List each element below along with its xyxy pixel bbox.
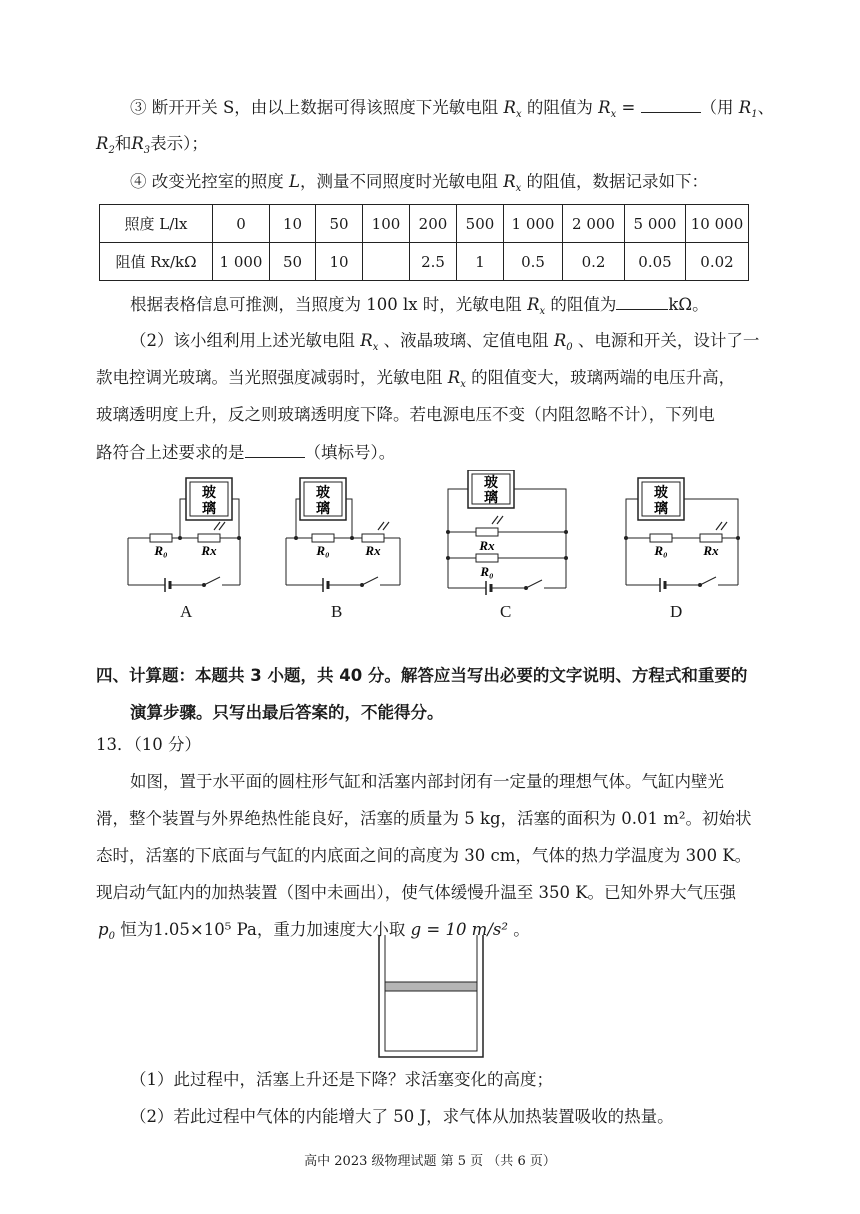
svg-text:璃: 璃: [202, 502, 216, 517]
svg-text:Rx: Rx: [479, 538, 495, 553]
part2-line2: 款电控调光玻璃。当光照强度减弱时，光敏电阻 $R_x$ 的阻值变大，玻璃两端的电压升高，: [96, 368, 736, 390]
page-footer: 高中 2023 级物理试题 第 5 页 （共 6 页）: [304, 1154, 556, 1169]
step3-line2: $R_2$和$R_3$表示）；: [96, 134, 208, 156]
circuit-diagrams: [0, 470, 860, 630]
table-cell: 1 000: [213, 243, 270, 281]
table-cell: 500: [457, 205, 504, 243]
q13-subquestion-2: （2）若此过程中气体的内能增大了 50 J，求气体从加热装置吸收的热量。: [130, 1107, 674, 1126]
answer-blank-rx: [641, 96, 701, 113]
svg-text:玻: 玻: [654, 486, 668, 501]
step3-line1: ③ 断开开关 S，由以上数据可得该照度下光敏电阻 $R_x$ 的阻值为 $R_x$ = （用 $R_1$、: [130, 98, 775, 120]
svg-text:璃: 璃: [654, 502, 668, 517]
section-heading-line2: 演算步骤。只写出最后答案的，不能得分。: [130, 703, 444, 722]
table-cell: 0: [213, 205, 270, 243]
option-label-b: B: [331, 602, 343, 621]
q13-paragraph-line3: 态时，活塞的下底面与气缸的内底面之间的高度为 30 cm，气体的热力学温度为 300 K。: [96, 846, 752, 865]
table-cell: 10: [316, 243, 363, 281]
table-cell: 50: [270, 243, 316, 281]
svg-text:璃: 璃: [484, 491, 498, 506]
q13-subquestion-1: （1）此过程中，活塞上升还是下降？求活塞变化的高度；: [130, 1070, 553, 1089]
table-row-illuminance: [100, 205, 749, 243]
q13-paragraph-line5: $p_0$ 恒为1.05×10⁵ Pa，重力加速度大小取 g = 10 m/s² 。: [98, 920, 530, 942]
glass-label: 玻: [202, 486, 216, 501]
table-cell: 1: [457, 243, 504, 281]
table-cell: 10: [270, 205, 316, 243]
table-cell: 10 000: [686, 205, 749, 243]
table-cell: 0.2: [563, 243, 625, 281]
svg-text:璃: 璃: [316, 502, 330, 517]
table-cell: 100: [363, 205, 410, 243]
svg-text:R₀: R₀: [154, 543, 168, 558]
illuminance-resistance-table: [99, 204, 749, 281]
table-cell: 0.02: [686, 243, 749, 281]
table-row-resistance: [100, 243, 749, 281]
option-label-c: C: [500, 602, 512, 621]
svg-text:Rx: Rx: [365, 543, 381, 558]
q13-paragraph-line1: 如图，置于水平面的圆柱形气缸和活塞内部封闭有一定量的理想气体。气缸内壁光: [130, 772, 724, 791]
svg-text:R₀: R₀: [480, 564, 494, 579]
svg-text:R₀: R₀: [316, 543, 330, 558]
svg-text:Rx: Rx: [201, 543, 217, 558]
section-heading: 四、计算题：本题共 3 小题，共 40 分。解答应当写出必要的文字说明、方程式和重要的: [96, 666, 748, 685]
table-cell: 200: [410, 205, 457, 243]
circuit-d: [624, 478, 740, 592]
part2-line1: （2）该小组利用上述光敏电阻 $R_x$ 、液晶玻璃、定值电阻 $R_0$ 、电源和开关，设计了一: [130, 331, 760, 353]
part2-line4: 路符合上述要求的是 （填标号）。: [96, 443, 396, 462]
step4-line: ④ 改变光控室的照度 L，测量不同照度时光敏电阻 $R_x$ 的阻值，数据记录如下：: [130, 172, 709, 194]
table-cell: 2.5: [410, 243, 457, 281]
part2-line3: 玻璃透明度上升，反之则玻璃透明度下降。若电源电压不变（内阻忽略不计），下列电: [96, 405, 715, 424]
question-number: 13．（10 分）: [96, 735, 201, 754]
table-cell: 0.5: [504, 243, 563, 281]
cylinder-figure: [370, 932, 490, 1062]
table-header-illuminance: 照度 L/lx: [100, 205, 213, 243]
piston: [385, 982, 477, 991]
svg-text:玻: 玻: [316, 486, 330, 501]
circuit-c: [446, 470, 568, 595]
table-cell: 5 000: [625, 205, 686, 243]
answer-blank-resistance: [616, 293, 668, 310]
svg-text:玻: 玻: [484, 476, 498, 491]
circuit-a: [128, 478, 241, 592]
table-cell: 0.05: [625, 243, 686, 281]
svg-text:Rx: Rx: [703, 543, 719, 558]
table-header-resistance: 阻值 Rx/kΩ: [100, 243, 213, 281]
table-cell: 1 000: [504, 205, 563, 243]
q13-paragraph-line4: 现启动气缸内的加热装置（图中未画出），使气体缓慢升温至 350 K。已知外界大气压强: [96, 883, 737, 902]
table-cell-empty: [363, 243, 410, 281]
table-cell: 50: [316, 205, 363, 243]
option-label-a: A: [180, 602, 193, 621]
answer-blank-circuit: [245, 441, 305, 458]
option-label-d: D: [670, 602, 683, 621]
circuit-b: [286, 478, 400, 592]
svg-text:R₀: R₀: [654, 543, 668, 558]
q13-paragraph-line2: 滑，整个装置与外界绝热性能良好，活塞的质量为 5 kg，活塞的面积为 0.01 m²。初始状: [96, 809, 752, 828]
table-cell: 2 000: [563, 205, 625, 243]
inference-line: 根据表格信息可推测，当照度为 100 lx 时，光敏电阻 $R_x$ 的阻值为 kΩ。: [130, 295, 709, 317]
